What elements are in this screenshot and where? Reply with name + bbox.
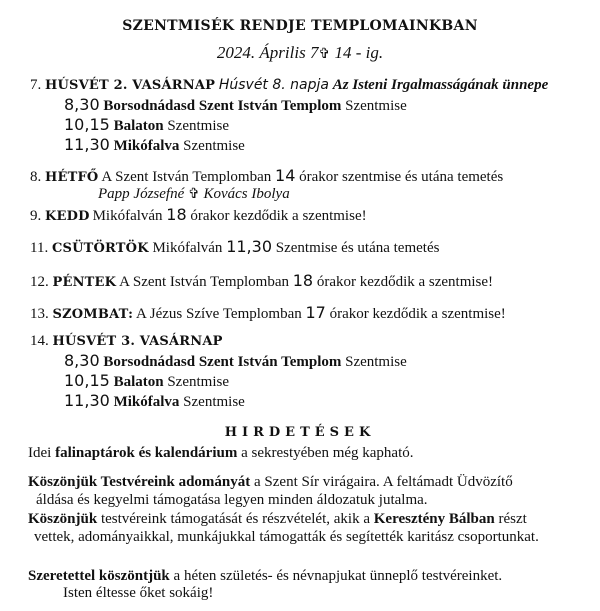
day-date: 13.	[30, 306, 49, 322]
mass-type: Szentmise	[345, 354, 407, 370]
announcement-item	[28, 446, 414, 461]
announcement-text: a héten születés- és névnapjukat ünneplő testvéreinket.	[169, 568, 503, 584]
page-title: SZENTMISÉK RENDJE TEMPLOMAINKBAN	[122, 18, 478, 34]
cross-icon: ✞	[318, 47, 331, 62]
date-range	[0, 44, 600, 62]
mass-time: 11,30	[64, 135, 110, 154]
day-hour: 14	[275, 166, 296, 185]
mass-place: Balaton	[113, 374, 164, 390]
day-name: HÉTFŐ	[45, 170, 99, 185]
announcement-bold: falinaptárok és kalendárium	[55, 445, 238, 461]
announcement-text: a sekrestyében még kapható.	[237, 445, 414, 461]
day-name: PÉNTEK	[52, 275, 117, 290]
day-date: 8.	[30, 169, 42, 185]
mass-place: Borsodnádasd Szent István Templom	[103, 354, 342, 370]
mass-type: Szentmise	[183, 394, 245, 410]
announcement-bold: Szeretettel köszöntjük	[28, 568, 170, 584]
day-location: A Szent István Templomban	[101, 169, 272, 185]
announcement-bold: Keresztény Bálban	[373, 511, 495, 527]
day-location: A Szent István Templomban	[119, 274, 289, 290]
day-hour: 17	[305, 303, 326, 322]
day-hour: 18	[166, 205, 187, 224]
announcement-bold: Köszönjük	[28, 511, 98, 527]
day-name: KEDD	[45, 209, 90, 224]
schedule-day-11	[30, 239, 439, 256]
announcement-text: testvéreink támogatását és részvételét, akik a	[97, 511, 374, 527]
announcement-item	[28, 512, 527, 527]
mass-type: Szentmise	[345, 98, 407, 114]
day-description: órakor kezdődik a szentmise!	[190, 208, 367, 224]
deceased-names	[98, 187, 290, 202]
announcement-item	[28, 569, 502, 584]
day-location: Mikófalván	[152, 240, 223, 256]
schedule-day-7	[30, 78, 548, 93]
mass-item	[64, 373, 229, 390]
day-description: órakor kezdődik a szentmise!	[329, 306, 506, 322]
announcement-continuation: áldása és kegyelmi támogatása legyen minden áldozatuk jutalma.	[36, 492, 428, 508]
day-feast: Az Isteni Irgalmasságának ünnepe	[332, 77, 549, 93]
mass-type: Szentmise	[183, 138, 245, 154]
mass-time: 8,30	[64, 351, 100, 370]
day-hour: 18	[292, 271, 314, 290]
announcements-heading: HIRDETÉSEK	[224, 425, 376, 440]
schedule-day-8	[30, 168, 503, 185]
mass-type: Szentmise	[167, 374, 229, 390]
mass-item	[64, 97, 407, 114]
announcement-text: részt	[494, 511, 527, 527]
deceased-name: Papp Józsefné	[98, 186, 185, 202]
day-name: HÚSVÉT 2. VASÁRNAP	[45, 78, 216, 93]
mass-place: Mikófalva	[113, 394, 180, 410]
mass-item	[64, 137, 245, 154]
mass-place: Balaton	[113, 118, 164, 134]
day-description: órakor szentmise és utána temetés	[299, 169, 504, 185]
date-start: 2024. Április 7	[216, 43, 319, 62]
mass-item	[64, 393, 245, 410]
day-date: 12.	[30, 274, 49, 290]
day-description: órakor kezdődik a szentmise!	[316, 274, 494, 290]
day-location: Mikófalván	[92, 208, 163, 224]
day-description: Szentmise és utána temetés	[275, 240, 440, 256]
schedule-day-9	[30, 207, 367, 224]
day-hour: 11,30	[226, 237, 272, 256]
announcement-text: Idei	[28, 445, 56, 461]
day-date: 9.	[30, 208, 42, 224]
day-date: 14.	[30, 333, 49, 349]
mass-place: Borsodnádasd Szent István Templom	[103, 98, 342, 114]
date-end: 14 - ig.	[330, 43, 384, 62]
schedule-day-13	[30, 305, 506, 322]
day-date: 7.	[30, 77, 42, 93]
announcement-text: a Szent Sír virágaira. A feltámadt Üdvözítő	[250, 474, 513, 490]
day-date: 11.	[30, 240, 49, 256]
schedule-day-14	[30, 334, 223, 349]
mass-time: 10,15	[64, 371, 110, 390]
mass-time: 8,30	[64, 95, 100, 114]
cross-icon: ✞	[187, 187, 200, 202]
day-name: SZOMBAT:	[52, 307, 134, 322]
mass-type: Szentmise	[167, 118, 229, 134]
mass-time: 11,30	[64, 391, 110, 410]
mass-place: Mikófalva	[113, 138, 180, 154]
day-name: HÚSVÉT 3. VASÁRNAP	[52, 334, 223, 349]
day-note: Húsvét 8. napja	[218, 77, 329, 93]
day-location: A Jézus Szíve Templomban	[136, 306, 302, 322]
announcement-item	[28, 475, 513, 490]
mass-time: 10,15	[64, 115, 110, 134]
schedule-day-12	[30, 273, 493, 290]
announcement-continuation: vettek, adományaikkal, munkájukkal támogatták és segítették karitász csoportunkat.	[34, 529, 539, 545]
day-name: CSÜTÖRTÖK	[51, 241, 149, 256]
mass-item	[64, 353, 407, 370]
deceased-name: Kovács Ibolya	[203, 186, 290, 202]
announcement-bold: Köszönjük Testvéreink adományát	[28, 474, 251, 490]
mass-item	[64, 117, 229, 134]
announcement-continuation: Isten éltesse őket sokáig!	[63, 585, 214, 601]
